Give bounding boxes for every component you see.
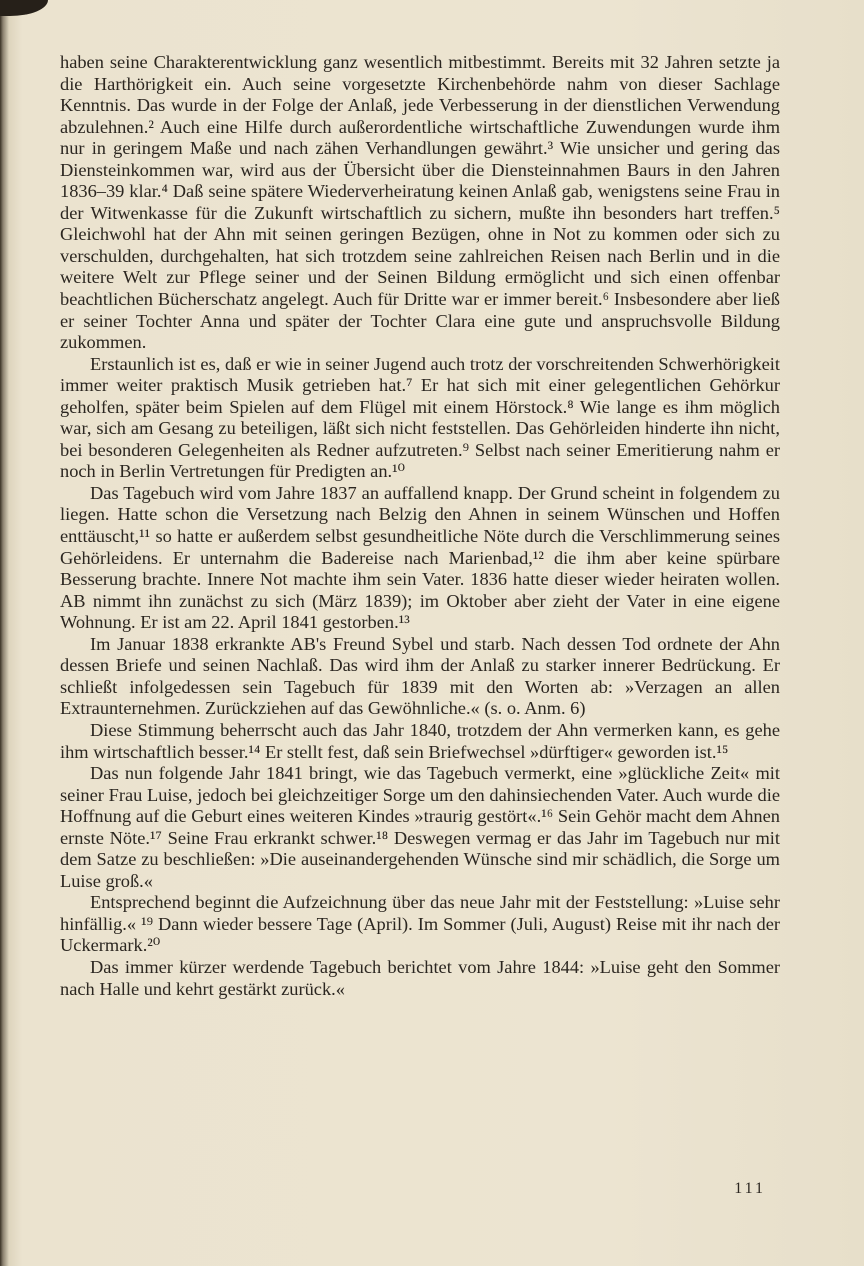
paragraph-2: Erstaunlich ist es, daß er wie in seiner Jugend auch trotz der vorschreitenden Schwerhörigkeit immer weiter praktisch Musik getrieben hat.⁷ Er hat sich mit einer gelegentlichen Gehörkur geholfen, später beim Spielen auf dem Flügel mit einem Hörstock.⁸ Wie lange es ihm möglich war, sich am Gesang zu beteiligen, läßt sich nicht feststellen. Das Gehörleiden hinderte ihn nicht, bei besonderen Gelegenheiten als Redner aufzutreten.⁹ Selbst nach seiner Emeritierung nahm er noch in Berlin Vertretungen für Predigten an.¹⁰ [60, 353, 780, 482]
paragraph-6: Das nun folgende Jahr 1841 bringt, wie das Tagebuch vermerkt, eine »glückliche Zeit« mit seiner Frau Luise, jedoch bei gleichzeitiger Sorge um den dahinsiechenden Vater. Auch wurde die Hoffnung auf die Geburt eines weiteren Kindes »traurig gestört«.¹⁶ Sein Gehör macht dem Ahnen ernste Nöte.¹⁷ Seine Frau erkrankt schwer.¹⁸ Deswegen vermag er das Jahr im Tagebuch nur mit dem Satze zu beschließen: »Die auseinandergehenden Wünsche sind mir schädlich, die Sorge um Luise groß.« [60, 763, 780, 891]
paragraph-3: Das Tagebuch wird vom Jahre 1837 an auffallend knapp. Der Grund scheint in folgendem zu liegen. Hatte schon die Versetzung nach Belzig den Ahnen in seinem Wünschen und Hoffen enttäuscht,¹¹ so hatte er außerdem selbst gesundheitliche Nöte durch die Verschlimmerung seines Gehörleidens. Er unternahm die Badereise nach Marienbad,¹² die ihm aber keine spürbare Besserung brachte. Innere Not machte ihm sein Vater. 1836 hatte dieser wieder heiraten wollen. AB nimmt ihn zunächst zu sich (März 1839); im Oktober aber zieht der Vater in eine eigene Wohnung. Er ist am 22. April 1841 gestorben.¹³ [60, 482, 780, 633]
page-number: 111 [734, 1180, 766, 1197]
paragraph-7: Entsprechend beginnt die Aufzeichnung über das neue Jahr mit der Feststellung: »Luise sehr hinfällig.« ¹⁹ Dann wieder bessere Tage (April). Im Sommer (Juli, August) Reise mit ihr nach der Uckermark.²⁰ [60, 892, 780, 956]
page-corner-shadow [0, 0, 48, 16]
body-text [60, 52, 780, 1000]
paragraph-5: Diese Stimmung beherrscht auch das Jahr 1840, trotzdem der Ahn vermerken kann, es gehe ihm wirtschaftlich besser.¹⁴ Er stellt fest, daß sein Briefwechsel »dürftiger« geworden ist.¹⁵ [60, 719, 780, 762]
paragraph-8: Das immer kürzer werdende Tagebuch berichtet vom Jahre 1844: »Luise geht den Sommer nach Halle und kehrt gestärkt zurück.« [60, 956, 780, 999]
paragraph-4: Im Januar 1838 erkrankte AB's Freund Sybel und starb. Nach dessen Tod ordnete der Ahn dessen Briefe und seinen Nachlaß. Das wird ihm der Anlaß zu starker innerer Bedrückung. Er schließt infolgedessen sein Tagebuch für 1839 mit den Worten ab: »Verzagen an allen Extraunternehmen. Zurückziehen auf das Gewöhnliche.« (s. o. Anm. 6) [60, 633, 780, 719]
paragraph-1: haben seine Charakterentwicklung ganz wesentlich mitbestimmt. Bereits mit 32 Jahren setzte ja die Harthörigkeit ein. Auch seine vorgesetzte Kirchenbehörde nahm von dieser Sachlage Kenntnis. Das wurde in der Folge der Anlaß, jede Verbesserung in der dienstlichen Verwendung abzulehnen.² Auch eine Hilfe durch außerordentliche wirtschaftliche Zuwendungen wurde ihm nur in geringem Maße und nach zähen Verhandlungen gewährt.³ Wie unsicher und gering das Diensteinkommen war, wird aus der Übersicht über die Diensteinnahmen Baurs in den Jahren 1836–39 klar.⁴ Daß seine spätere Wiederverheiratung keinen Anlaß gab, wenigstens seine Frau in der Witwenkasse für die Zukunft wirtschaftlich zu sichern, mußte ihn besonders hart treffen.⁵ Gleichwohl hat der Ahn mit seinen geringen Bezügen, ohne in Not zu kommen oder sich zu verschulden, durchgehalten, hat sich trotzdem seine zahlreichen Reisen nach Berlin und in die weitere Welt zur Pflege seiner und der Seinen Bildung ermöglicht und sich einen offenbar beachtlichen Bücherschatz angelegt. Auch für Dritte war er immer bereit.⁶ Insbesondere aber ließ er seiner Tochter Anna und später der Tochter Clara eine gute und anspruchsvolle Bildung zukommen. [60, 52, 780, 353]
